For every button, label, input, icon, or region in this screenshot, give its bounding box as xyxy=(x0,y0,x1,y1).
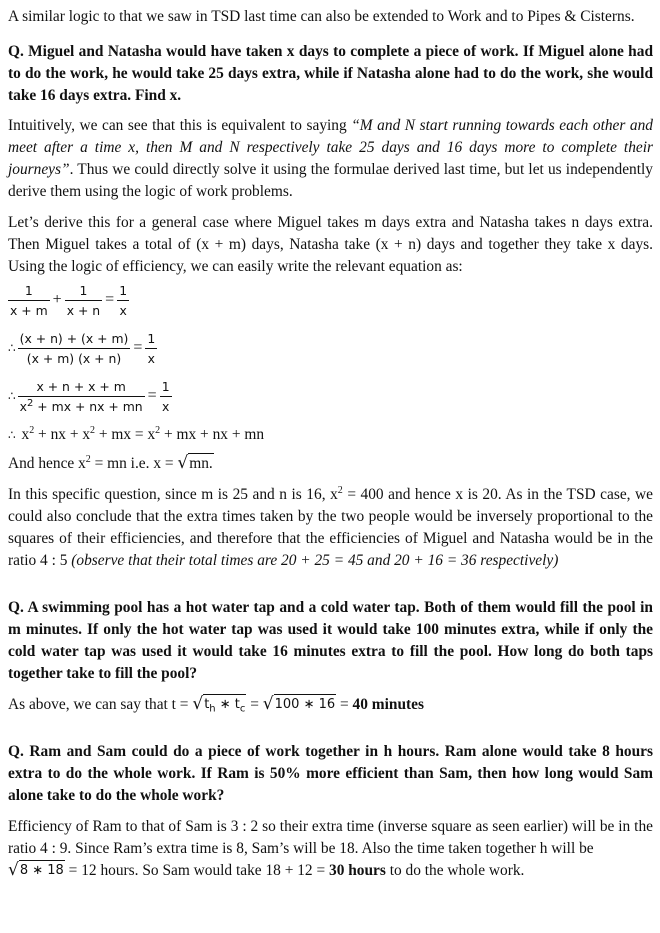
q3-answer-text-c: to do the whole work. xyxy=(385,862,525,879)
multiply-t: ∗ t xyxy=(215,697,240,712)
sqrt-th-tc xyxy=(192,694,246,714)
eq1-den-3: x xyxy=(117,300,129,317)
q1-intuition-paragraph xyxy=(8,115,653,203)
superscript-2: 2 xyxy=(85,453,91,465)
eq3-fraction-left xyxy=(18,380,145,413)
eq3-right-num: 1 xyxy=(161,378,170,394)
eq2-numerator: (x + n) + (x + m) xyxy=(19,330,129,346)
equation-1 xyxy=(8,278,653,322)
sqrt-8x18-content: 8 ∗ 18 xyxy=(19,860,65,880)
q2-result: 40 minutes xyxy=(352,696,424,713)
eq1-num-2: 1 xyxy=(79,282,88,298)
superscript-2: 2 xyxy=(29,424,35,436)
sqrt-100x16-content: 100 ∗ 16 xyxy=(274,694,337,714)
eq3-right-den: x xyxy=(160,396,172,413)
equation-2 xyxy=(8,326,653,370)
eq2-denominator: (x + m) (x + n) xyxy=(18,348,131,365)
superscript-2: 2 xyxy=(26,397,34,409)
sqrt-mn xyxy=(177,453,213,473)
eq1-den-2: x + n xyxy=(65,300,102,317)
eq4-part-a: x xyxy=(21,426,30,443)
eq1-num-1: 1 xyxy=(24,282,33,298)
eq3-fraction-right xyxy=(160,380,172,413)
q2-answer-text: As above, we can say that t = xyxy=(8,696,193,713)
q1-para3-text-a: In this specific question, since m is 25 and n is 16, x xyxy=(8,486,338,503)
therefore-symbol: ∴ xyxy=(8,389,16,403)
eq4-part-b: + nx + x xyxy=(34,426,91,443)
eq4-part-d: + mx + nx + mn xyxy=(160,426,265,443)
eq2-right-den: x xyxy=(145,348,157,365)
question-2: Q. A swimming pool has a hot water tap and a cold water tap. Both of them would fill the pool in m minutes. If only the hot water tap was used it would take 100 minutes extra, while if only the cold water tap was used it would take 16 minutes extra to fill the pool. How long do both taps together take to fill the pool? xyxy=(8,599,653,682)
eq1-fraction-2 xyxy=(65,284,102,317)
sqrt-mn-content: mn. xyxy=(189,455,213,472)
q1-conclusion-paragraph xyxy=(8,484,653,572)
superscript-2: 2 xyxy=(337,484,343,496)
eq3-den-rest: + mx + nx + mn xyxy=(33,398,143,414)
radical-sign: √ xyxy=(262,694,274,714)
q3-result: 30 hours xyxy=(329,862,386,879)
radical-sign: √ xyxy=(177,453,189,473)
sqrt-8x18 xyxy=(8,860,65,880)
q2-answer-line xyxy=(8,694,653,716)
subscript-c: c xyxy=(239,703,246,715)
superscript-2: 2 xyxy=(155,424,161,436)
eq3-den-x: x xyxy=(19,398,27,414)
sqrt-th-tc-content xyxy=(203,694,246,714)
equals-sign: = xyxy=(105,291,115,308)
eq3-numerator: x + n + x + m xyxy=(36,378,126,394)
t-symbol: t xyxy=(204,697,210,712)
equals-text: = xyxy=(336,696,353,713)
eq2-fraction-left xyxy=(18,332,131,365)
radical-sign: √ xyxy=(8,860,19,880)
equation-3 xyxy=(8,374,653,418)
radical-sign: √ xyxy=(192,694,204,714)
plus-sign: + xyxy=(52,291,62,308)
q3-answer-text: Efficiency of Ram to that of Sam is 3 : 2 so their extra time (inverse square as seen earlier) will be in the ratio 4 : 9. Since Ram’s extra time is 8, Sam’s will be 18. Also the time taken together h will be xyxy=(8,818,653,857)
hence-text-b: = mn i.e. x = xyxy=(90,455,178,472)
eq1-fraction-3 xyxy=(117,284,129,317)
eq4-part-c: + mx = x xyxy=(95,426,156,443)
q3-answer-text-b: = 12 hours. So Sam would take 18 + 12 = xyxy=(64,862,329,879)
superscript-2: 2 xyxy=(90,424,96,436)
equation-4 xyxy=(8,424,653,446)
q3-answer-paragraph xyxy=(8,816,653,882)
intro-paragraph: A similar logic to that we saw in TSD last time can also be extended to Work and to Pipes & Cisterns. xyxy=(8,8,635,25)
question-1: Q. Miguel and Natasha would have taken x days to complete a piece of work. If Miguel alone had to do the work, he would take 25 days extra, while if Natasha alone had to do the work, she would take 16 days extra. Find x. xyxy=(8,43,653,104)
therefore-symbol: ∴ xyxy=(8,428,16,442)
therefore-symbol: ∴ xyxy=(8,341,16,355)
equals-sign: = xyxy=(147,387,157,404)
eq1-den-1: x + m xyxy=(8,300,50,317)
eq3-denominator xyxy=(18,396,145,413)
document-page xyxy=(8,6,653,882)
question-3: Q. Ram and Sam could do a piece of work together in h hours. Ram alone would take 8 hours extra to do the whole work. If Ram is 50% more efficient than Sam, then how long would Sam alone take to do the whole work? xyxy=(8,743,653,804)
hence-line xyxy=(8,453,653,475)
subscript-h: h xyxy=(209,703,216,715)
eq2-fraction-right xyxy=(145,332,157,365)
equals-text: = xyxy=(246,696,263,713)
q1-para3-italic: (observe that their total times are 20 + 25 = 45 and 20 + 16 = 36 respectively) xyxy=(71,552,559,569)
eq1-num-3: 1 xyxy=(119,282,128,298)
q1-para1-text-end: . Thus we could directly solve it using the formulae derived last time, but let us independently derive them using the logic of work problems. xyxy=(8,161,653,200)
sqrt-100x16 xyxy=(263,694,336,714)
eq1-fraction-1 xyxy=(8,284,50,317)
eq2-right-num: 1 xyxy=(147,330,156,346)
q1-derivation-paragraph: Let’s derive this for a general case where Miguel takes m days extra and Natasha takes n days extra. Then Miguel takes a total of (x + m) days, Natasha take (x + n) days and together they take x days. Using the logic of efficiency, we can easily write the relevant equation as: xyxy=(8,214,653,275)
q1-para3-text-b: = 400 and hence x is 20. As in the TSD case, we could also conclude that the extra times taken by the two people would be inversely proportional to the squares of their efficiencies, and therefore that the efficiencies of Miguel and Natasha would be in the ratio 4 : 5 xyxy=(8,486,653,569)
q1-para1-text: Intuitively, we can see that this is equivalent to saying xyxy=(8,117,352,134)
q1-para1-quote: “M and N start running towards each other and meet after a time x, then M and N respectively take 25 days and 16 days more to complete their journeys” xyxy=(8,117,653,178)
hence-text-a: And hence x xyxy=(8,455,86,472)
equals-sign: = xyxy=(133,339,143,356)
